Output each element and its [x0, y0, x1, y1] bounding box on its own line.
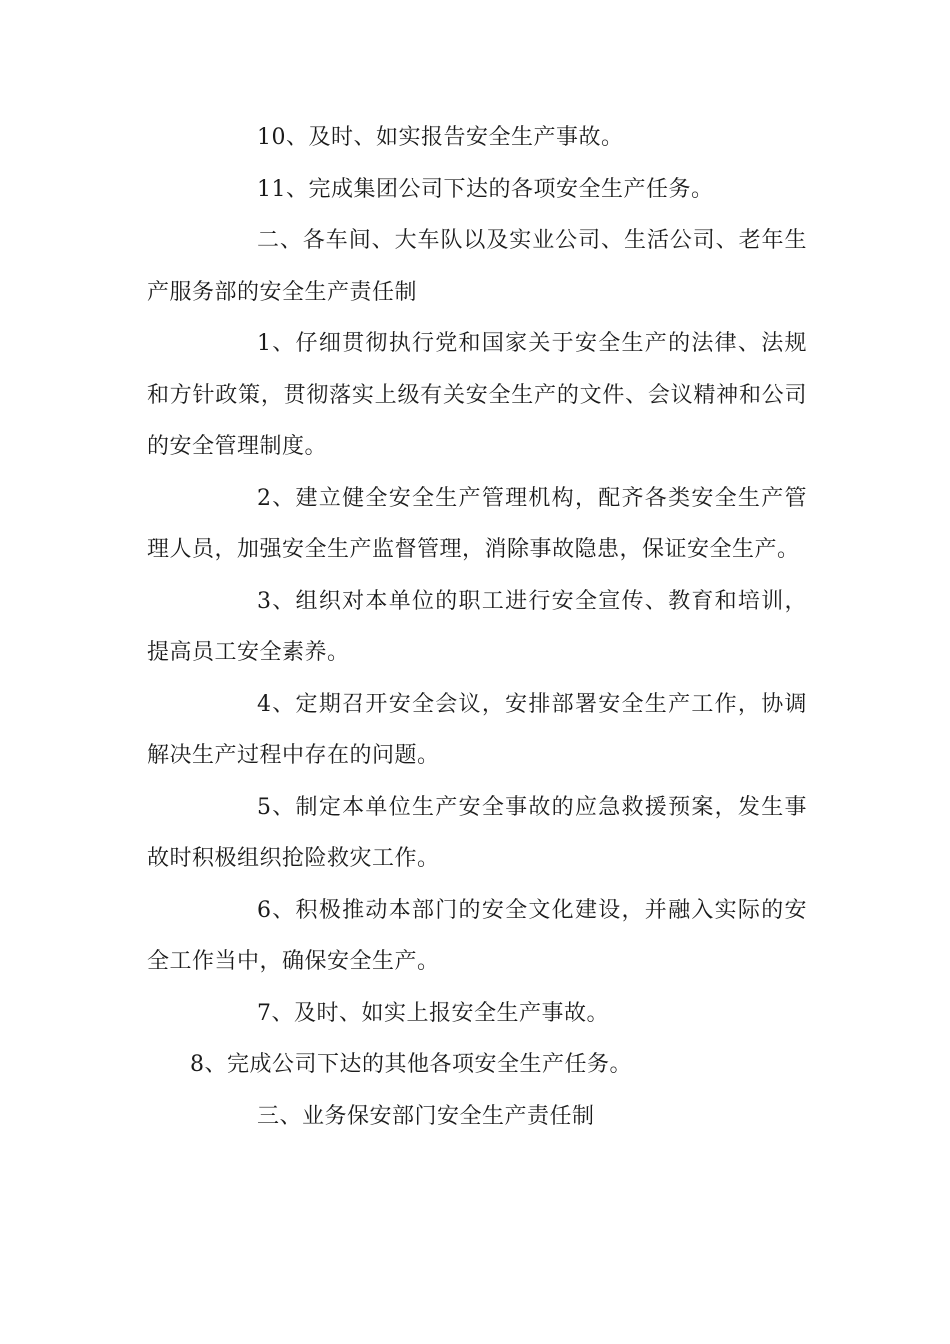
paragraph-item-1: 1、仔细贯彻执行党和国家关于安全生产的法律、法规和方针政策，贯彻落实上级有关安全生产的文件、会议精神和公司的安全管理制度。	[147, 331, 807, 459]
paragraph-item-10: 10、及时、如实报告安全生产事故。	[257, 125, 624, 150]
paragraph-item-4: 4、定期召开安全会议，安排部署安全生产工作，协调解决生产过程中存在的问题。	[147, 691, 807, 768]
paragraph-item-7: 7、及时、如实上报安全生产事故。	[257, 1000, 609, 1026]
paragraph-item-2: 2、建立健全安全生产管理机构，配齐各类安全生产管理人员，加强安全生产监督管理，消除事故隐患，保证安全生产。	[147, 485, 807, 562]
section-heading-3: 三、业务保安部门安全生产责任制	[257, 1103, 595, 1129]
section-heading-2: 二、各车间、大车队以及实业公司、生活公司、老年生产服务部的安全生产责任制	[147, 228, 807, 305]
paragraph-item-3: 3、组织对本单位的职工进行安全宣传、教育和培训，提高员工安全素养。	[147, 588, 807, 665]
document-body	[147, 112, 807, 1142]
paragraph-item-8: 8、完成公司下达的其他各项安全生产任务。	[190, 1052, 632, 1077]
paragraph-item-5: 5、制定本单位生产安全事故的应急救援预案，发生事故时积极组织抢险救灾工作。	[147, 794, 807, 871]
paragraph-item-11: 11、完成集团公司下达的各项安全生产任务。	[257, 176, 714, 202]
paragraph-item-6: 6、积极推动本部门的安全文化建设，并融入实际的安全工作当中，确保安全生产。	[147, 897, 807, 974]
